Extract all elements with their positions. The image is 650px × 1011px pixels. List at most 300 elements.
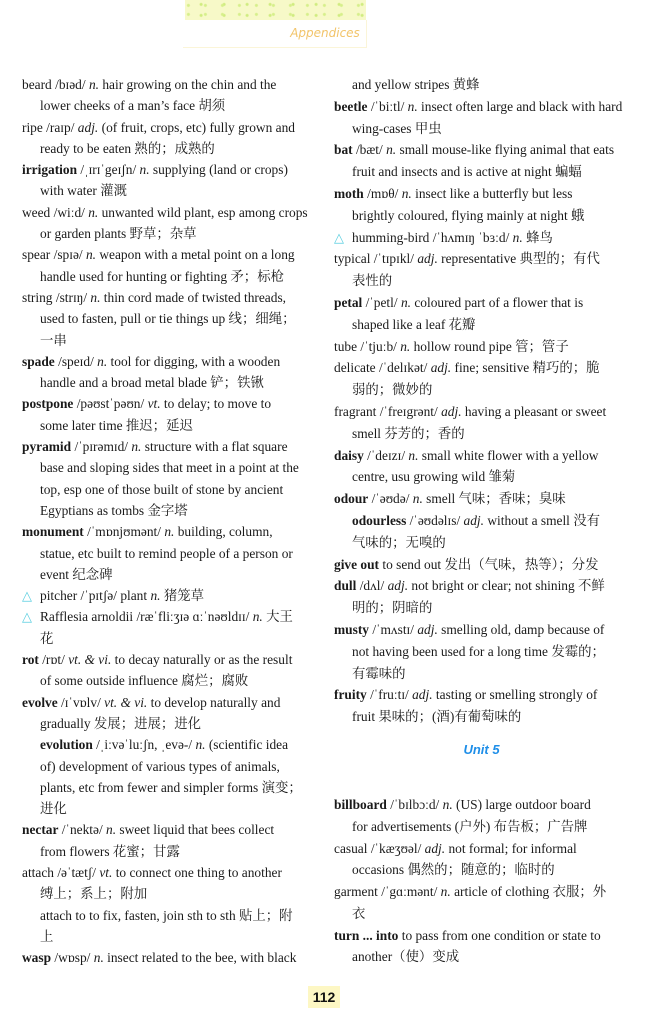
entry-line — [334, 663, 629, 685]
headword: odour — [334, 491, 369, 507]
entry-line — [22, 777, 317, 798]
definition-text: of) development of various types of animals, — [40, 758, 280, 774]
entry-line — [22, 330, 317, 351]
glossary-entry — [22, 117, 317, 160]
pronunciation: /strɪŋ/ — [52, 289, 91, 305]
definition-text: some later time 推迟；延迟 — [40, 417, 193, 433]
definition-text: 蜂鸟 — [522, 229, 553, 245]
glossary-entry — [22, 521, 317, 585]
pronunciation: /speɪd/ — [54, 353, 98, 369]
entry-line — [22, 649, 317, 670]
headword: garment — [334, 884, 378, 900]
entry-line — [334, 227, 629, 249]
glossary-entry — [334, 292, 629, 336]
definition-text: gradually 发展；进展；进化 — [40, 715, 202, 731]
pronunciation: /spɪə/ — [50, 247, 86, 263]
entry-line — [334, 619, 629, 641]
pronunciation: /rɒt/ — [38, 652, 69, 668]
pronunciation: /əˈtætʃ/ — [53, 864, 100, 880]
entry-line — [334, 183, 629, 205]
header-decoration — [185, 0, 366, 20]
entry-line — [334, 445, 629, 467]
pronunciation: /ˈtɪpɪkl/ — [370, 251, 418, 267]
headword: turn ... into — [334, 927, 399, 943]
definition-text: base and sloping sides that meet in a point at the — [40, 460, 299, 476]
headword: spade — [22, 353, 55, 369]
definition-text: representative 典型的；有代 — [437, 251, 600, 267]
headword: evolve — [22, 694, 58, 710]
definition-text: 一串 — [40, 332, 67, 348]
headword: pyramid — [22, 439, 72, 455]
definition-text: unwanted wild plant, esp among crops — [98, 204, 308, 220]
definition-text: tasting or smelling strongly of — [432, 687, 598, 703]
definition-text: statue, etc built to remind people of a person or — [40, 545, 293, 561]
definition-text: another（使）变成 — [352, 949, 460, 965]
entry-line — [22, 244, 317, 265]
definition-text: supplying (land or crops) — [149, 162, 288, 178]
headword: string — [22, 289, 53, 305]
headword: rot — [22, 652, 39, 668]
entry-line — [334, 554, 629, 576]
entry-line — [334, 641, 629, 663]
headword: postpone — [22, 396, 74, 412]
pronunciation: /ræˈfliːʒɪə ɑːˈnəʊldɪɪ/ — [133, 609, 253, 625]
entry-line — [22, 159, 317, 180]
pronunciation: /ˈtjuːb/ — [357, 338, 401, 354]
entry-line — [22, 798, 317, 819]
headword: tube — [334, 338, 358, 354]
pronunciation: /ˈdelɪkət/ — [375, 360, 431, 376]
left-column — [22, 74, 317, 968]
part-of-speech: n. — [400, 338, 411, 354]
definition-text: 猪笼草 — [160, 588, 205, 604]
definition-text: without a smell 没有 — [483, 512, 601, 528]
definition-text: 有霉味的 — [352, 665, 406, 681]
entry-line — [334, 379, 629, 401]
entry-line — [334, 925, 629, 947]
definition-text: fruit and insects and is active at night 蝙蝠 — [352, 164, 582, 180]
entry-line — [22, 500, 317, 521]
definition-text: 气味的；无嗅的 — [352, 534, 446, 550]
glossary-entry — [22, 287, 317, 351]
triangle-marker-icon: △ — [22, 589, 32, 605]
definition-text: lower cheeks of a man’s face 胡须 — [40, 98, 226, 114]
entry-line — [334, 575, 629, 597]
entry-line — [334, 118, 629, 140]
headword: petal — [334, 294, 363, 310]
definition-text: 花 — [40, 630, 54, 646]
headword: evolution — [40, 737, 93, 753]
glossary-entry — [334, 336, 629, 358]
headword: bat — [334, 142, 353, 158]
pronunciation: /ˈpɪtʃə/ plant — [77, 588, 151, 604]
entry-line — [334, 314, 629, 336]
headword: beard — [22, 77, 52, 92]
entry-line — [22, 308, 317, 329]
definition-text: smell 芬芳的；香的 — [352, 425, 465, 441]
definition-text: insect related to the bee, with black — [103, 950, 297, 966]
headword: ripe — [22, 119, 43, 135]
headword: Rafflesia arnoldii — [40, 609, 134, 625]
definition-text: building, column, — [174, 524, 273, 540]
entry-line — [334, 794, 629, 816]
definition-text: with water 灌溉 — [40, 183, 128, 199]
part-of-speech: n. — [407, 98, 418, 114]
pronunciation: /ˈdeɪzɪ/ — [363, 447, 409, 463]
glossary-entry — [22, 947, 317, 968]
definition-text: having a pleasant or sweet — [461, 403, 607, 419]
pronunciation: /ˈpɪrəmɪd/ — [71, 439, 132, 455]
headword: delicate — [334, 360, 376, 376]
headword: humming-bird — [352, 229, 430, 245]
entry-line — [22, 95, 317, 116]
definition-text: insect often large and black with hard — [417, 98, 623, 114]
entry-line — [22, 585, 317, 606]
definition-text: 进化 — [40, 801, 67, 817]
entry-line — [22, 841, 317, 862]
entry-line — [334, 488, 629, 510]
headword: wasp — [22, 950, 52, 966]
headword: irrigation — [22, 162, 78, 178]
part-of-speech: adj. — [387, 578, 409, 594]
definition-text: 大王 — [262, 609, 293, 625]
glossary-entry — [334, 881, 629, 925]
glossary-entry — [334, 445, 629, 489]
part-of-speech: n. — [131, 439, 142, 455]
triangle-marker-icon: △ — [334, 230, 344, 246]
page-number: 112 — [308, 986, 340, 1008]
entry-line — [22, 138, 317, 159]
entry-line — [22, 372, 317, 393]
part-of-speech: adj. — [417, 621, 438, 637]
entry-line — [334, 532, 629, 554]
definition-text: occasions 偶然的；随意的；临时的 — [352, 862, 555, 878]
definition-text: (US) large outdoor board — [452, 796, 591, 812]
entry-line — [334, 205, 629, 227]
entry-line — [22, 351, 317, 372]
pronunciation: /ˈnektə/ — [58, 822, 107, 838]
entry-line — [22, 713, 317, 734]
entry-line — [22, 734, 317, 755]
pronunciation: /bæt/ — [352, 142, 387, 158]
definition-text: article of clothing 衣服；外 — [450, 884, 607, 900]
definition-text: hair growing on the chin and the — [99, 77, 277, 92]
glossary-entry — [22, 606, 317, 649]
headword: fruity — [334, 687, 367, 703]
entry-line — [334, 881, 629, 903]
entry-line — [334, 139, 629, 161]
entry-line — [22, 756, 317, 777]
entry-line — [22, 819, 317, 840]
entry-line — [22, 457, 317, 478]
definition-text: plants, etc from fewer and simpler forms 演变； — [40, 779, 302, 795]
glossary-entry — [334, 684, 629, 728]
definition-text: to pass from one condition or state to — [401, 927, 601, 943]
headword: billboard — [334, 796, 387, 812]
glossary-entry — [334, 227, 629, 249]
definition-text: 弱的；微妙的 — [352, 382, 433, 398]
right-column — [334, 74, 629, 968]
part-of-speech: adj. — [430, 360, 452, 376]
headword: fragrant — [334, 403, 377, 419]
pronunciation: /ˈpetl/ — [362, 294, 401, 310]
definition-text: ready to be eaten 熟的；成熟的 — [40, 140, 215, 156]
part-of-speech: n. — [440, 884, 451, 900]
part-of-speech: n. — [408, 447, 419, 463]
entry-line — [22, 564, 317, 585]
part-of-speech: n. — [139, 162, 150, 178]
definition-text: smelling old, damp because of — [437, 621, 605, 637]
entry-line — [334, 510, 629, 532]
glossary-entry — [334, 248, 629, 292]
definition-text: (of fruit, crops, etc) fully grown and — [98, 119, 295, 135]
definition-text: not bright or clear; not shining 不鲜 — [408, 578, 605, 594]
glossary-entry — [334, 96, 629, 140]
pronunciation: /ɪˈvɒlv/ — [57, 694, 105, 710]
entry-line — [334, 946, 629, 968]
pronunciation: /raɪp/ — [42, 119, 78, 135]
pronunciation: /wiːd/ — [50, 204, 89, 220]
part-of-speech: adj. — [412, 687, 433, 703]
definition-text: smell 气味；香味；臭味 — [422, 491, 566, 507]
entry-line — [22, 543, 317, 564]
entry-line — [22, 436, 317, 457]
definition-text: 明的；阴暗的 — [352, 600, 433, 616]
entry-line — [22, 117, 317, 138]
entry-line — [334, 161, 629, 183]
headword: casual — [334, 840, 368, 856]
definition-text: from flowers 花蜜；甘露 — [40, 843, 180, 859]
part-of-speech: adj. — [463, 512, 484, 528]
entry-line — [334, 248, 629, 270]
pronunciation: /ˈəʊdəlɪs/ — [406, 512, 464, 528]
definition-text: thin cord made of twisted threads, — [100, 289, 286, 305]
entry-line — [334, 401, 629, 423]
headword: dull — [334, 578, 357, 594]
entry-line — [334, 597, 629, 619]
part-of-speech: n. — [88, 77, 99, 92]
part-of-speech: adj. — [424, 840, 446, 856]
glossary-entry — [22, 159, 317, 202]
glossary-entry — [334, 357, 629, 401]
part-of-speech: n. — [85, 247, 97, 263]
entry-line — [334, 74, 629, 96]
definition-text: to connect one thing to another — [112, 864, 282, 880]
definition-text: fine; sensitive 精巧的；脆 — [451, 360, 600, 376]
entry-line — [22, 415, 317, 436]
glossary-entry — [334, 925, 629, 969]
glossary-entry — [334, 619, 629, 684]
definition-text: top, esp one of those built of stone by ancient — [40, 481, 284, 497]
pronunciation: /ˈəʊdə/ — [368, 491, 413, 507]
definition-text: small mouse-like flying animal that eats — [396, 142, 615, 158]
headword: daisy — [334, 447, 364, 463]
glossary-entry — [22, 585, 317, 606]
definition-text: event 纪念碑 — [40, 566, 113, 582]
entry-line — [334, 336, 629, 358]
glossary-entry — [334, 575, 629, 619]
entry-line — [22, 202, 317, 223]
definition-text: structure with a flat square — [141, 439, 288, 455]
glossary-entry — [22, 393, 317, 436]
entry-line — [22, 223, 317, 244]
part-of-speech: adj. — [77, 119, 99, 135]
part-of-speech: adj. — [417, 251, 438, 267]
definition-text: not having been used for a long time 发霉的； — [352, 643, 605, 659]
glossary-entry — [334, 794, 629, 838]
headword: attach — [22, 864, 54, 880]
pronunciation: /wɒsp/ — [51, 950, 94, 966]
entry-line — [22, 883, 317, 904]
entry-line — [334, 292, 629, 314]
glossary-entry — [22, 244, 317, 287]
entry-line — [22, 905, 317, 926]
part-of-speech: n. — [106, 822, 117, 838]
definition-text: to develop naturally and — [147, 694, 281, 710]
entry-line — [22, 479, 317, 500]
headword: give out — [334, 556, 380, 572]
definition-text: or garden plants 野草；杂草 — [40, 226, 197, 242]
glossary-entry — [22, 692, 317, 735]
entry-line — [334, 903, 629, 925]
glossary-entry — [334, 838, 629, 882]
definition-text: for advertisements (户外) 布告板；广告牌 — [352, 818, 588, 834]
glossary-entry — [334, 139, 629, 183]
part-of-speech: n. — [442, 796, 453, 812]
entry-line — [22, 74, 317, 95]
glossary-entry — [22, 734, 317, 819]
headword: odourless — [352, 512, 407, 528]
part-of-speech: vt. & vi. — [68, 652, 112, 668]
glossary-entry — [334, 554, 629, 576]
definition-text: tool for digging, with a wooden — [107, 353, 281, 369]
definition-text: (scientific idea — [205, 737, 289, 753]
entry-line — [334, 838, 629, 860]
definition-text: weapon with a metal point on a long — [96, 247, 295, 263]
definition-text: handle and a broad metal blade 铲；铁锹 — [40, 375, 264, 391]
entry-line — [22, 862, 317, 883]
glossary-entry — [22, 202, 317, 245]
headword: spear — [22, 247, 51, 263]
headword: pitcher — [40, 588, 78, 604]
headword: attach to — [40, 907, 86, 923]
definition-text: fruit 果味的；(酒)有葡萄味的 — [352, 709, 522, 725]
definition-text: wing-cases 甲虫 — [352, 120, 442, 136]
definition-text: hollow round pipe 管；管子 — [410, 338, 569, 354]
glossary-entry — [334, 401, 629, 445]
glossary-entry — [22, 819, 317, 862]
part-of-speech: n. — [88, 204, 99, 220]
headword: typical — [334, 251, 371, 267]
pronunciation: /ˌɪrɪˈgeɪʃn/ — [77, 162, 140, 178]
part-of-speech: n. — [512, 229, 523, 245]
part-of-speech: n. — [90, 289, 101, 305]
pronunciation: /dʌl/ — [356, 578, 388, 594]
glossary-entry — [22, 905, 317, 948]
part-of-speech: n. — [386, 142, 397, 158]
unit-heading: Unit 5 — [463, 741, 500, 757]
entry-line — [22, 692, 317, 713]
glossary-entry — [22, 351, 317, 394]
headword: beetle — [334, 98, 368, 114]
part-of-speech: n. — [252, 609, 263, 625]
entry-line — [334, 96, 629, 118]
entry-line — [22, 947, 317, 968]
part-of-speech: adj. — [441, 403, 462, 419]
part-of-speech: n. — [195, 737, 206, 753]
entry-line — [22, 180, 317, 201]
pronunciation: /ˈmɒnjʊmənt/ — [83, 524, 165, 540]
definition-text: of some outside influence 腐烂；腐败 — [40, 673, 249, 689]
glossary-entry — [334, 74, 629, 96]
glossary-entry — [334, 183, 629, 227]
part-of-speech: n. — [150, 588, 161, 604]
pronunciation: /ˈhʌmɪŋ ˈbɜːd/ — [429, 229, 513, 245]
definition-text: insect like a butterfly but less — [411, 185, 573, 201]
entry-line — [22, 926, 317, 947]
entry-line — [334, 816, 629, 838]
part-of-speech: vt. — [99, 864, 113, 880]
pronunciation: /ˈgɑːmənt/ — [377, 884, 441, 900]
definition-text: small white flower with a yellow — [418, 447, 599, 463]
glossary-entry — [22, 74, 317, 117]
pronunciation: /ˈbɪlbɔːd/ — [386, 796, 443, 812]
definition-text: not formal; for informal — [445, 840, 577, 856]
definition-text: to delay; to move to — [160, 396, 272, 412]
headword: nectar — [22, 822, 59, 838]
headword: musty — [334, 621, 369, 637]
definition-text: to fix, fasten, join sth to sth 贴上；附 — [89, 907, 293, 923]
headword: weed — [22, 204, 51, 220]
definition-text: sweet liquid that bees collect — [116, 822, 275, 838]
entry-line — [22, 266, 317, 287]
definition-text: 上 — [40, 928, 54, 944]
part-of-speech: n. — [164, 524, 175, 540]
pronunciation: /ˌiːvəˈluːʃn, ˌevə-/ — [92, 737, 196, 753]
entry-line — [22, 670, 317, 691]
glossary-entry — [22, 862, 317, 905]
entry-line — [22, 393, 317, 414]
pronunciation: /ˈfruːtɪ/ — [366, 687, 413, 703]
glossary-entry — [334, 510, 629, 554]
pronunciation: /bɪəd/ — [51, 77, 89, 92]
entry-line — [334, 466, 629, 488]
definition-text: shaped like a leaf 花瓣 — [352, 316, 476, 332]
definition-text: and yellow stripes 黄蜂 — [352, 77, 480, 92]
definition-text: handle used for hunting or fighting 矛；标枪 — [40, 268, 284, 284]
page-header-title: Appendices — [290, 26, 360, 40]
part-of-speech: n. — [97, 353, 108, 369]
entry-line — [334, 423, 629, 445]
definition-text: 缚上；系上；附加 — [40, 886, 148, 902]
definition-text: 衣 — [352, 905, 366, 921]
definition-text: centre, usu growing wild 雏菊 — [352, 469, 516, 485]
part-of-speech: n. — [401, 185, 412, 201]
definition-text: used to fasten, pull or tie things up 线；细绳； — [40, 311, 296, 327]
definition-text: 表性的 — [352, 273, 393, 289]
definition-text: brightly coloured, flying mainly at night 蛾 — [352, 207, 585, 223]
entry-line — [22, 628, 317, 649]
entry-line — [22, 606, 317, 627]
part-of-speech: n. — [93, 950, 104, 966]
entry-line — [334, 357, 629, 379]
entry-line — [334, 684, 629, 706]
pronunciation: /pəʊstˈpəʊn/ — [73, 396, 148, 412]
part-of-speech: vt. — [147, 396, 161, 412]
part-of-speech: n. — [412, 491, 423, 507]
glossary-entry — [334, 488, 629, 510]
triangle-marker-icon: △ — [22, 610, 32, 626]
